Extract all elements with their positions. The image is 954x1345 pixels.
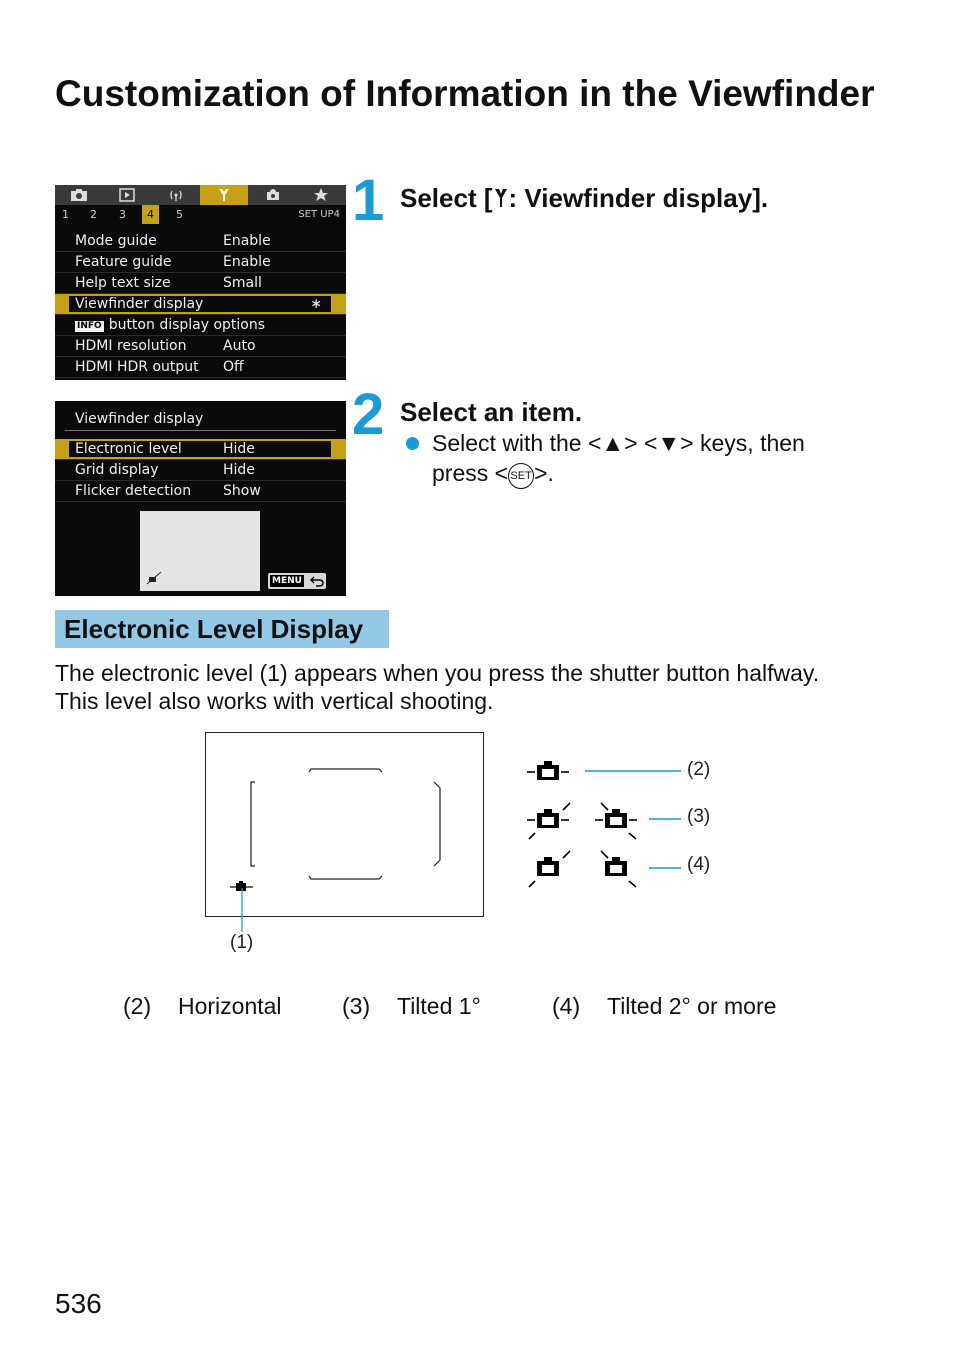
step-1-heading-pre: Select [ xyxy=(400,183,493,213)
menu-row-electronic-level[interactable] xyxy=(55,439,346,460)
tab-custom[interactable] xyxy=(249,185,297,205)
menu-row-value: Auto xyxy=(223,338,256,354)
description-paragraph xyxy=(55,659,935,715)
camera-menu-screen xyxy=(55,185,346,380)
menu-row-value: Hide xyxy=(223,441,255,457)
tab-playback[interactable] xyxy=(103,185,151,205)
menu-tab-bar xyxy=(55,185,346,205)
page-indicator: SET UP4 xyxy=(298,209,340,220)
legend-num-3: (3) xyxy=(342,993,371,1019)
step-1-heading xyxy=(400,183,768,214)
level-states-diagram xyxy=(525,755,685,895)
tab-my-menu[interactable] xyxy=(297,185,345,205)
legend-text-3: Tilted 1° xyxy=(397,993,481,1019)
legend-text-2: Horizontal xyxy=(178,993,282,1019)
menu-row-flicker-detection[interactable] xyxy=(55,481,346,502)
paragraph-line-1: The electronic level (1) appears when you press the shutter button halfway. xyxy=(55,660,820,686)
level-preview-icon xyxy=(146,571,162,585)
menu-row-label xyxy=(75,315,265,335)
menu-row-grid-display[interactable] xyxy=(55,460,346,481)
menu-row-value: Hide xyxy=(223,462,255,478)
step-2-instruction xyxy=(432,428,902,489)
mymenu-star-icon xyxy=(313,188,329,202)
menu-row-label-text: button display options xyxy=(108,317,266,333)
legend-num-4: (4) xyxy=(552,993,581,1019)
playback-icon xyxy=(118,188,136,202)
setup-icon xyxy=(216,187,232,203)
label-4: (4) xyxy=(687,854,711,875)
viewfinder-display-screen xyxy=(55,401,346,596)
screen-title: Viewfinder display xyxy=(75,411,204,427)
bullet-dot xyxy=(406,437,419,455)
step-number-2: 2 xyxy=(352,382,385,447)
tab-shooting[interactable] xyxy=(55,185,103,205)
legend-num-2: (2) xyxy=(123,993,152,1019)
subtab-2[interactable]: 2 xyxy=(90,208,97,221)
menu-row-viewfinder-display[interactable] xyxy=(55,294,346,315)
level-horizontal-icon xyxy=(527,761,569,780)
subtab-1[interactable]: 1 xyxy=(62,208,69,221)
preview-panel xyxy=(140,511,260,591)
label-2: (2) xyxy=(687,759,711,780)
menu-row-value: Off xyxy=(223,359,244,375)
tab-setup[interactable] xyxy=(200,185,248,205)
legend-text-4: Tilted 2° or more xyxy=(607,993,777,1019)
menu-row-value: Small xyxy=(223,275,262,291)
custom-icon xyxy=(264,188,282,202)
menu-row-value: Enable xyxy=(223,254,271,270)
level-tilted-1-right-icon xyxy=(595,803,637,839)
camera-icon xyxy=(70,188,88,202)
return-arrow-icon xyxy=(310,575,324,587)
menu-row-value: Show xyxy=(223,483,261,499)
page-number: 536 xyxy=(55,1288,102,1319)
instruction-pre: press < xyxy=(432,460,509,486)
menu-row-label: Viewfinder display xyxy=(75,296,204,312)
info-button-icon: INFO xyxy=(77,321,102,331)
wireless-icon xyxy=(167,188,185,202)
level-tilted-2-right-icon xyxy=(601,851,636,887)
menu-row-label: Flicker detection xyxy=(75,483,192,499)
level-tilted-2-left-icon xyxy=(529,851,570,887)
menu-row-label: Help text size xyxy=(75,275,171,291)
label-1: (1) xyxy=(230,932,254,953)
asterisk-icon: ∗ xyxy=(310,296,322,312)
subtab-3[interactable]: 3 xyxy=(119,208,126,221)
menu-row-label: HDMI resolution xyxy=(75,338,187,354)
menu-subtabs xyxy=(55,205,346,224)
menu-row-label: Grid display xyxy=(75,462,159,478)
set-button-icon: SET xyxy=(508,463,534,489)
menu-button-label: MENU xyxy=(272,576,302,586)
section-header xyxy=(55,610,389,648)
menu-row-hdmi-hdr-output[interactable] xyxy=(55,357,346,378)
menu-row-value: Enable xyxy=(223,233,271,249)
instruction-post: >. xyxy=(534,460,554,486)
instruction-line-1: Select with the <▲> <▼> keys, then xyxy=(432,430,805,456)
label-3: (3) xyxy=(687,806,711,827)
menu-row-label: Mode guide xyxy=(75,233,157,249)
instruction-line-2 xyxy=(432,458,902,489)
menu-row-feature-guide[interactable] xyxy=(55,252,346,273)
menu-row-hdmi-resolution[interactable] xyxy=(55,336,346,357)
step-2-heading: Select an item. xyxy=(400,397,583,427)
callout-line-1 xyxy=(236,888,248,934)
menu-row-label: HDMI HDR output xyxy=(75,359,199,375)
section-title: Electronic Level Display xyxy=(64,614,364,644)
step-number-1: 1 xyxy=(352,168,385,233)
menu-back-button[interactable] xyxy=(268,573,326,589)
menu-row-label: Electronic level xyxy=(75,441,182,457)
menu-row-label: Feature guide xyxy=(75,254,172,270)
page-title: Customization of Information in the Viewfinder xyxy=(55,73,875,114)
level-tilted-1-left-icon xyxy=(527,803,570,839)
wrench-setup-icon xyxy=(493,187,509,209)
menu-row-mode-guide[interactable] xyxy=(55,231,346,252)
subtab-4[interactable]: 4 xyxy=(142,205,159,224)
menu-row-help-text-size[interactable] xyxy=(55,273,346,294)
divider xyxy=(65,430,336,431)
paragraph-line-2: This level also works with vertical shooting. xyxy=(55,688,494,714)
subtab-5[interactable]: 5 xyxy=(176,208,183,221)
menu-row-info-button-options[interactable] xyxy=(55,315,346,336)
tab-wireless[interactable] xyxy=(152,185,200,205)
step-1-heading-post: : Viewfinder display]. xyxy=(508,183,769,213)
